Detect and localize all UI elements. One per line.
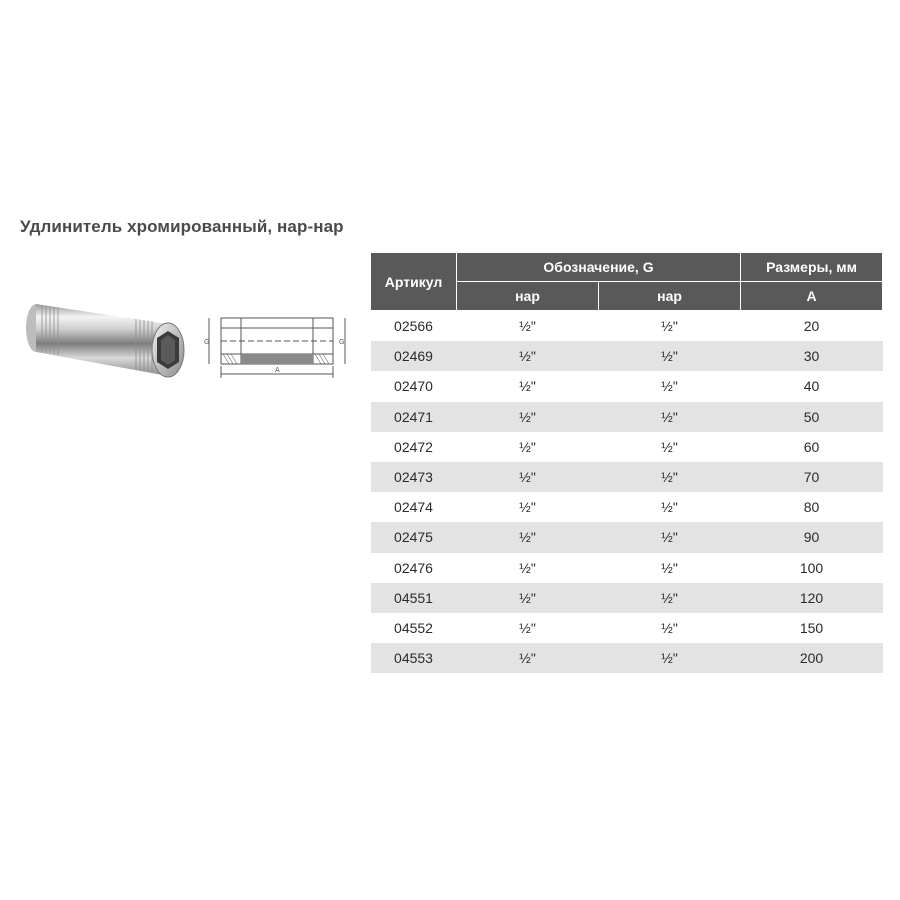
- cell-article: 02470: [371, 371, 457, 401]
- table-row: [371, 492, 883, 522]
- cell-thread-2: ½": [599, 462, 741, 492]
- cell-thread-2: ½": [599, 613, 741, 643]
- cell-dimension-a: 200: [741, 643, 883, 673]
- cell-dimension-a: 50: [741, 402, 883, 432]
- table-row: [371, 583, 883, 613]
- cell-dimension-a: 100: [741, 553, 883, 583]
- page-title: Удлинитель хромированный, нар-нар: [20, 217, 344, 236]
- cell-article: 02476: [371, 553, 457, 583]
- cell-thread-1: ½": [457, 402, 599, 432]
- cell-article: 02471: [371, 402, 457, 432]
- cell-dimension-a: 70: [741, 462, 883, 492]
- cell-thread-1: ½": [457, 613, 599, 643]
- cell-thread-1: ½": [457, 462, 599, 492]
- table-row: [371, 371, 883, 401]
- cell-article: 02469: [371, 341, 457, 371]
- cell-article: 04552: [371, 613, 457, 643]
- drawing-label-a: A: [275, 367, 280, 374]
- table-row: [371, 311, 883, 342]
- drawing-label-g-left: G: [204, 339, 210, 346]
- table-row: [371, 643, 883, 673]
- cell-thread-2: ½": [599, 371, 741, 401]
- cell-thread-2: ½": [599, 522, 741, 552]
- cell-dimension-a: 150: [741, 613, 883, 643]
- header-article: Артикул: [371, 253, 457, 311]
- cell-dimension-a: 120: [741, 583, 883, 613]
- header-outer-thread-2: нар: [599, 282, 741, 311]
- header-outer-thread-1: нар: [457, 282, 599, 311]
- cell-dimension-a: 40: [741, 371, 883, 401]
- cell-dimension-a: 60: [741, 432, 883, 462]
- cell-dimension-a: 80: [741, 492, 883, 522]
- cell-thread-1: ½": [457, 583, 599, 613]
- cell-thread-2: ½": [599, 643, 741, 673]
- cell-thread-2: ½": [599, 311, 741, 342]
- table-row: [371, 462, 883, 492]
- table-row: [371, 402, 883, 432]
- cell-article: 02475: [371, 522, 457, 552]
- cell-article: 02472: [371, 432, 457, 462]
- cell-thread-1: ½": [457, 643, 599, 673]
- cell-thread-2: ½": [599, 553, 741, 583]
- cell-article: 02473: [371, 462, 457, 492]
- cell-article: 02474: [371, 492, 457, 522]
- cell-thread-2: ½": [599, 492, 741, 522]
- header-dimension-a: A: [741, 282, 883, 311]
- cell-dimension-a: 30: [741, 341, 883, 371]
- spec-table: [370, 252, 883, 673]
- cell-thread-1: ½": [457, 522, 599, 552]
- table-row: [371, 522, 883, 552]
- cell-thread-1: ½": [457, 432, 599, 462]
- cell-thread-1: ½": [457, 492, 599, 522]
- cell-article: 04553: [371, 643, 457, 673]
- cell-thread-1: ½": [457, 311, 599, 342]
- cell-thread-2: ½": [599, 583, 741, 613]
- cell-thread-2: ½": [599, 432, 741, 462]
- cell-thread-1: ½": [457, 553, 599, 583]
- cell-dimension-a: 20: [741, 311, 883, 342]
- product-photo: [18, 290, 186, 390]
- cell-thread-2: ½": [599, 402, 741, 432]
- technical-drawing: [201, 310, 353, 380]
- table-row: [371, 613, 883, 643]
- table-row: [371, 432, 883, 462]
- cell-thread-1: ½": [457, 371, 599, 401]
- cell-dimension-a: 90: [741, 522, 883, 552]
- header-designation: Обозначение, G: [457, 253, 741, 282]
- cell-thread-2: ½": [599, 341, 741, 371]
- table-row: [371, 341, 883, 371]
- cell-article: 02566: [371, 311, 457, 342]
- drawing-label-g-right: G: [339, 339, 345, 346]
- cell-article: 04551: [371, 583, 457, 613]
- header-dimensions: Размеры, мм: [741, 253, 883, 282]
- cell-thread-1: ½": [457, 341, 599, 371]
- table-row: [371, 553, 883, 583]
